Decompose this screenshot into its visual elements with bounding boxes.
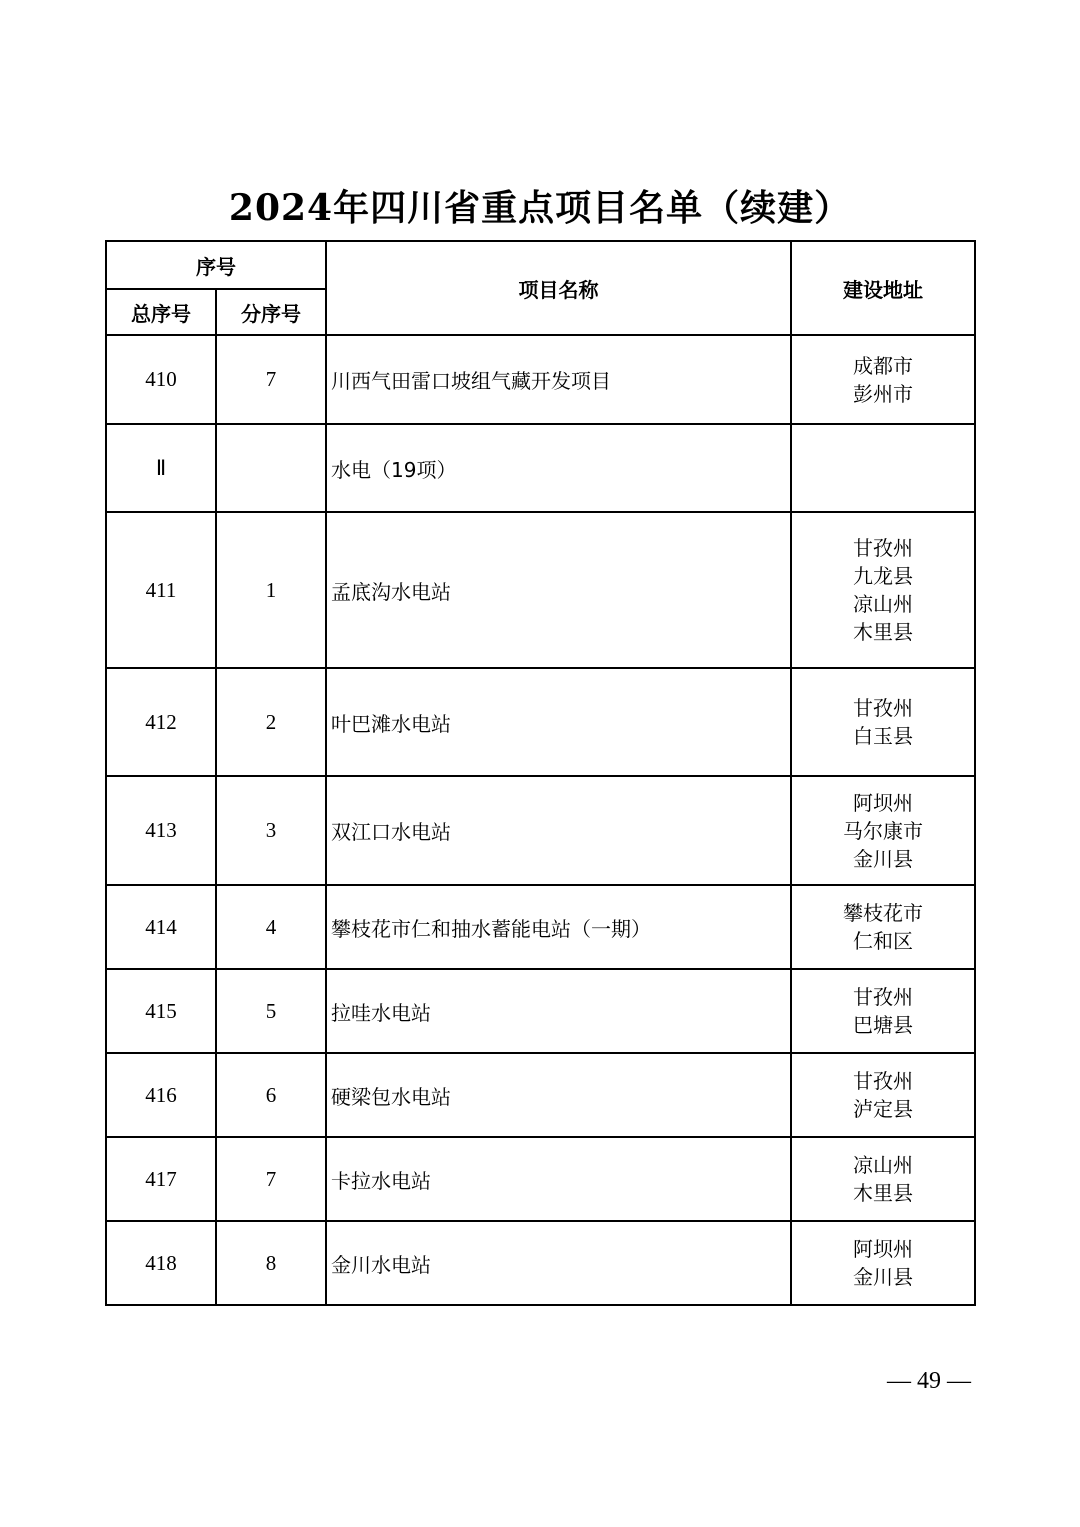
sub-seq-cell: 2 xyxy=(216,668,326,776)
location-line: 木里县 xyxy=(853,620,913,644)
location-line: 马尔康市 xyxy=(843,818,923,843)
location-line: 巴塘县 xyxy=(853,1013,913,1037)
location-line: 木里县 xyxy=(853,1181,913,1205)
table-row xyxy=(106,668,975,776)
location-cell xyxy=(791,1137,975,1221)
table-row xyxy=(106,512,975,668)
project-name-cell: 双江口水电站 xyxy=(326,776,791,885)
location-line: 白玉县 xyxy=(853,724,913,748)
sub-seq-cell: 5 xyxy=(216,969,326,1053)
total-seq-cell: 417 xyxy=(106,1137,216,1221)
total-seq-cell: 416 xyxy=(106,1053,216,1137)
location-line: 金川县 xyxy=(853,1265,913,1289)
project-name-cell: 拉哇水电站 xyxy=(326,969,791,1053)
location-line: 甘孜州 xyxy=(853,985,913,1009)
sub-seq-cell: 8 xyxy=(216,1221,326,1305)
table-row xyxy=(106,1053,975,1137)
sub-seq-cell: 3 xyxy=(216,776,326,885)
project-name-cell: 卡拉水电站 xyxy=(326,1137,791,1221)
location-cell xyxy=(791,776,975,885)
location-cell xyxy=(791,335,975,424)
location-line: 泸定县 xyxy=(853,1097,913,1121)
sub-seq-cell xyxy=(216,424,326,512)
project-name-cell: 孟底沟水电站 xyxy=(326,512,791,668)
total-seq-cell: 415 xyxy=(106,969,216,1053)
location-line: 彭州市 xyxy=(853,381,913,406)
project-name-cell: 金川水电站 xyxy=(326,1221,791,1305)
table-row xyxy=(106,424,975,512)
location-line: 凉山州 xyxy=(853,1153,913,1177)
seq-group-header: 序号 xyxy=(106,241,326,289)
project-name-header: 项目名称 xyxy=(326,241,791,335)
table-row xyxy=(106,1221,975,1305)
location-line: 成都市 xyxy=(853,353,913,378)
sub-seq-cell: 7 xyxy=(216,1137,326,1221)
location-cell xyxy=(791,668,975,776)
table-row xyxy=(106,969,975,1053)
table-row xyxy=(106,776,975,885)
total-seq-cell: 412 xyxy=(106,668,216,776)
project-table xyxy=(105,240,976,1306)
sub-seq-cell: 6 xyxy=(216,1053,326,1137)
location-cell xyxy=(791,1053,975,1137)
total-seq-cell: 410 xyxy=(106,335,216,424)
total-seq-cell: Ⅱ xyxy=(106,424,216,512)
location-cell xyxy=(791,512,975,668)
table-row xyxy=(106,335,975,424)
location-line: 九龙县 xyxy=(853,564,913,588)
total-seq-cell: 411 xyxy=(106,512,216,668)
sub-seq-header: 分序号 xyxy=(216,289,326,335)
location-cell xyxy=(791,1221,975,1305)
location-line: 甘孜州 xyxy=(853,536,913,560)
total-seq-header: 总序号 xyxy=(106,289,216,335)
location-line: 阿坝州 xyxy=(853,790,913,815)
table-row xyxy=(106,885,975,969)
location-line: 凉山州 xyxy=(853,592,913,616)
sub-seq-cell: 7 xyxy=(216,335,326,424)
location-cell xyxy=(791,969,975,1053)
table-row xyxy=(106,1137,975,1221)
location-line: 阿坝州 xyxy=(853,1237,913,1261)
location-header: 建设地址 xyxy=(791,241,975,335)
total-seq-cell: 414 xyxy=(106,885,216,969)
project-name-cell: 水电（19项） xyxy=(326,424,791,512)
project-name-cell: 硬梁包水电站 xyxy=(326,1053,791,1137)
location-cell xyxy=(791,885,975,969)
location-line: 攀枝花市 xyxy=(843,901,923,925)
location-line: 甘孜州 xyxy=(853,1069,913,1093)
location-line: 甘孜州 xyxy=(853,696,913,720)
project-name-cell: 川西气田雷口坡组气藏开发项目 xyxy=(326,335,791,424)
location-cell xyxy=(791,424,975,512)
project-name-cell: 叶巴滩水电站 xyxy=(326,668,791,776)
total-seq-cell: 413 xyxy=(106,776,216,885)
total-seq-cell: 418 xyxy=(106,1221,216,1305)
page-title: 2024年四川省重点项目名单（续建） xyxy=(228,187,852,229)
page-number: — 49 — xyxy=(887,1368,971,1394)
project-name-cell: 攀枝花市仁和抽水蓄能电站（一期） xyxy=(326,885,791,969)
location-line: 金川县 xyxy=(853,846,913,871)
sub-seq-cell: 1 xyxy=(216,512,326,668)
location-line: 仁和区 xyxy=(853,929,913,953)
sub-seq-cell: 4 xyxy=(216,885,326,969)
